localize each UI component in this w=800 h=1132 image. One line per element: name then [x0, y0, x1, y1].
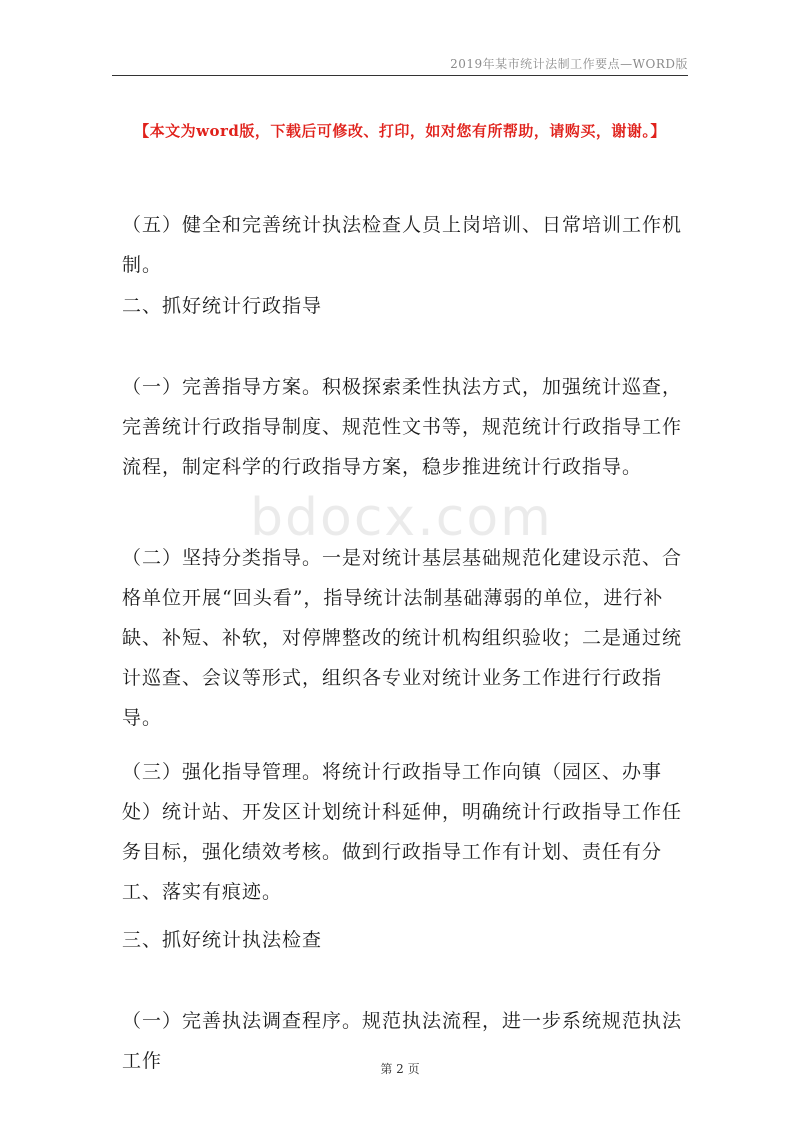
paragraph-guidance-plan: （一）完善指导方案。积极探索柔性执法方式，加强统计巡查，完善统计行政指导制度、规范性文书等，规范统计行政指导工作流程，制定科学的行政指导方案，稳步推进统计行政指导。	[122, 376, 683, 478]
purchase-notice: 【本文为word版，下载后可修改、打印，如对您有所帮助，请购买，谢谢。】	[134, 122, 666, 140]
page-number: 第 2 页	[380, 1062, 420, 1076]
paragraph-training-mechanism: （五）健全和完善统计执法检查人员上岗培训、日常培训工作机制。	[122, 214, 683, 276]
paragraph-guidance-management: （三）强化指导管理。将统计行政指导工作向镇（园区、办事处）统计站、开发区计划统计科延伸，明确统计行政指导工作任务目标，强化绩效考核。做到行政指导工作有计划、责任有分工、落实有痕迹。	[122, 761, 683, 903]
section-heading-administrative-guidance: 二、抓好统计行政指导	[122, 295, 323, 317]
section-heading-law-enforcement: 三、抓好统计执法检查	[122, 929, 323, 951]
document-header-title: 2019年某市统计法制工作要点—WORD版	[450, 57, 688, 71]
watermark: bdocx.com	[250, 488, 553, 548]
paragraph-enforcement-procedure: （一）完善执法调查程序。规范执法流程，进一步系统规范执法工作	[122, 1010, 683, 1072]
header-divider	[112, 75, 688, 76]
paragraph-classified-guidance: （二）坚持分类指导。一是对统计基层基础规范化建设示范、合格单位开展“回头看”，指导统计法制基础薄弱的单位，进行补缺、补短、补软，对停牌整改的统计机构组织验收；二是通过统计巡查、会议等形式，组织各专业对统计业务工作进行行政指导。	[122, 547, 683, 729]
